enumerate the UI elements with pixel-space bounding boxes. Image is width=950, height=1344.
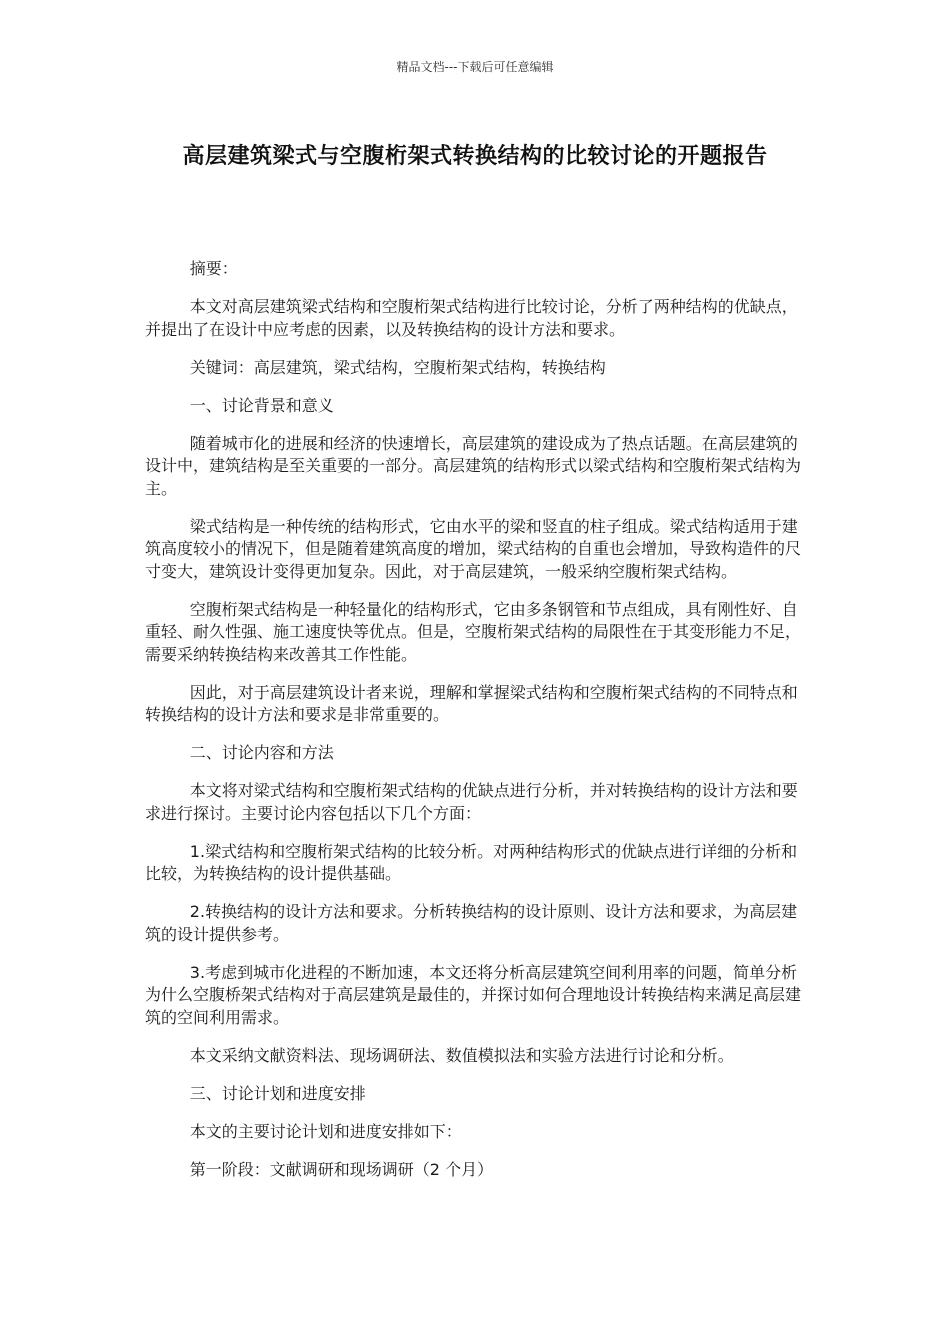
- schedule-item: 第一阶段：文献调研和现场调研（2 个月）: [189, 1159, 494, 1179]
- document-body: [145, 258, 807, 1197]
- abstract-label: 摘要：: [189, 259, 238, 278]
- section-heading-2: 二、讨论内容和方法: [189, 743, 334, 762]
- header-note: 精品文档---下载后可任意编辑: [396, 60, 554, 74]
- body-paragraph: 空腹桁架式结构是一种轻量化的结构形式，它由多条钢管和节点组成，具有刚性好、自重轻、耐久性强、施工速度快等优点。但是，空腹桁架式结构的局限性在于其变形能力不足，需要采纳转换结构来改善其工作性能。: [145, 599, 802, 664]
- keywords-paragraph: 关键词：高层建筑，梁式结构，空腹桁架式结构，转换结构: [189, 357, 606, 377]
- body-paragraph: 随着城市化的进展和经济的快速增长，高层建筑的建设成为了热点话题。在高层建筑的设计中，建筑结构是至关重要的一部分。高层建筑的结构形式以梁式结构和空腹桁架式结构为主。: [145, 433, 802, 498]
- section-heading-3: 三、讨论计划和进度安排: [189, 1083, 366, 1103]
- body-paragraph: 梁式结构是一种传统的结构形式，它由水平的梁和竖直的柱子组成。梁式结构适用于建筑高度较小的情况下，但是随着建筑高度的增加，梁式结构的自重也会增加，导致构造件的尺寸变大，建筑设计变得更加复杂。因此，对于高层建筑，一般采纳空腹桁架式结构。: [145, 516, 802, 581]
- body-paragraph: 本文采纳文献资料法、现场调研法、数值模拟法和实验方法进行讨论和分析。: [189, 1045, 734, 1065]
- body-paragraph: 本文的主要讨论计划和进度安排如下：: [189, 1121, 462, 1141]
- body-paragraph: 本文将对梁式结构和空腹桁架式结构的优缺点进行分析，并对转换结构的设计方法和要求进行探讨。主要讨论内容包括以下几个方面：: [145, 781, 798, 823]
- body-paragraph: 因此，对于高层建筑设计者来说，理解和掌握梁式结构和空腹桁架式结构的不同特点和转换结构的设计方法和要求是非常重要的。: [145, 682, 798, 724]
- section-heading-1: 一、讨论背景和意义: [189, 395, 334, 415]
- abstract-paragraph: 本文对高层建筑梁式结构和空腹桁架式结构进行比较讨论，分析了两种结构的优缺点，并提出了在设计中应考虑的因素，以及转换结构的设计方法和要求。: [145, 297, 798, 339]
- document-title: 高层建筑梁式与空腹桁架式转换结构的比较讨论的开题报告: [182, 144, 768, 169]
- list-item: 2.转换结构的设计方法和要求。分析转换结构的设计原则、设计方法和要求，为高层建筑的设计提供参考。: [145, 902, 798, 944]
- list-item: 1.梁式结构和空腹桁架式结构的比较分析。对两种结构形式的优缺点进行详细的分析和比较，为转换结构的设计提供基础。: [145, 841, 798, 883]
- list-item: 3.考虑到城市化进程的不断加速，本文还将分析高层建筑空间利用率的问题，简单分析为什么空腹桥架式结构对于高层建筑是最佳的，并探讨如何合理地设计转换结构来满足高层建筑的空间利用需求。: [145, 962, 802, 1027]
